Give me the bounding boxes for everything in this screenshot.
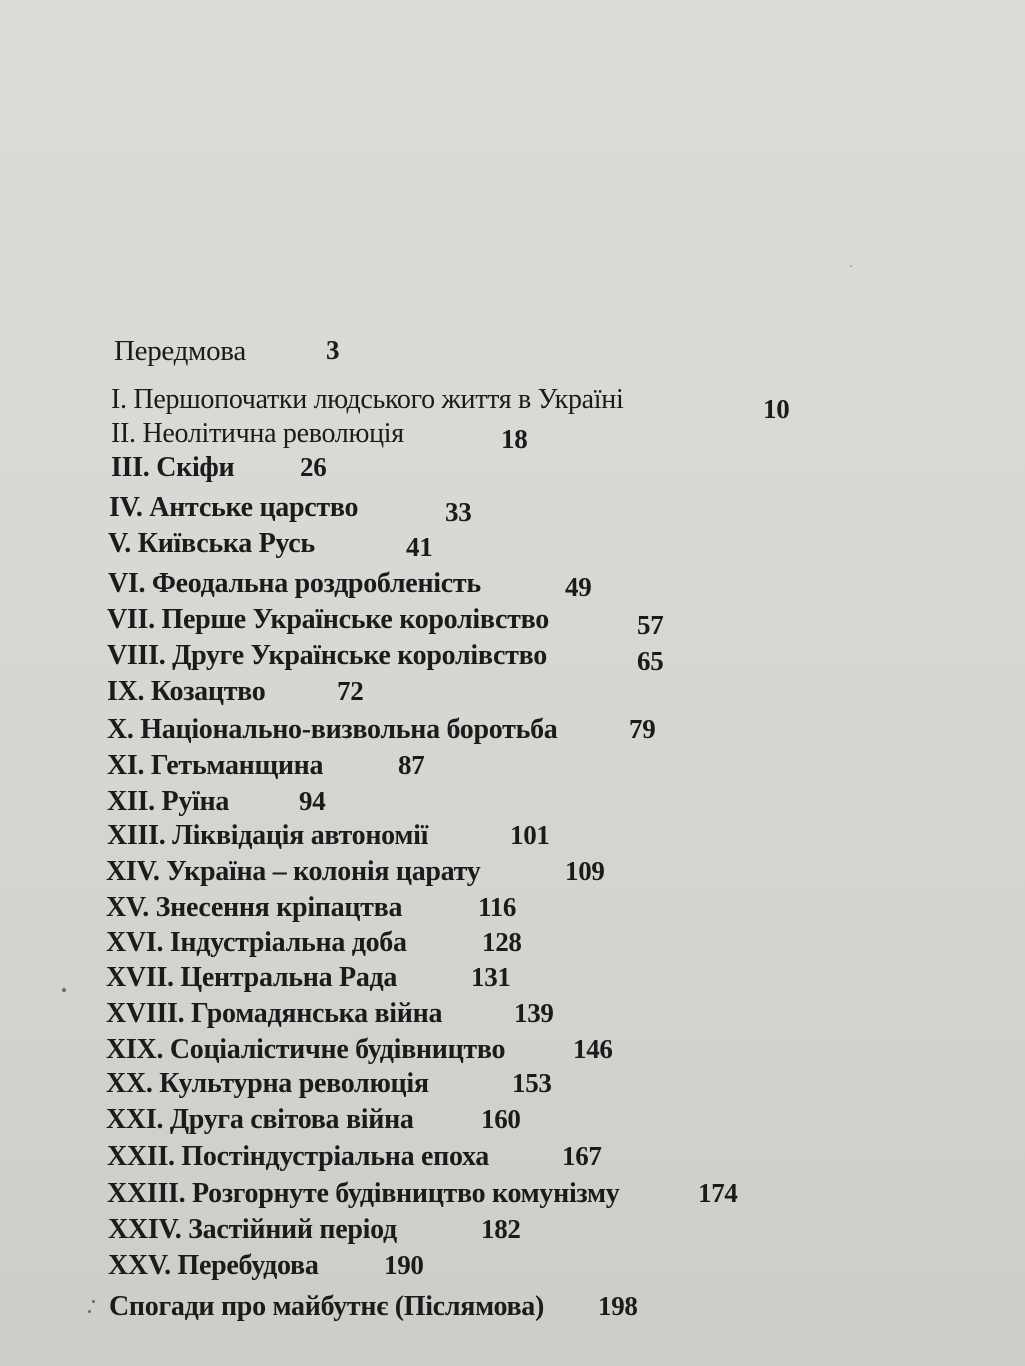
toc-entry-page: 79 <box>629 714 656 744</box>
toc-entry-title: XVIII. Громадянська війна <box>106 998 443 1029</box>
toc-entry <box>106 1034 613 1065</box>
toc-entry <box>106 1068 552 1099</box>
toc-entry-page: 72 <box>337 676 364 706</box>
toc-entry <box>111 418 528 454</box>
toc-entry-page: 101 <box>510 820 550 850</box>
toc-entry <box>107 640 664 676</box>
toc-entry-page: 26 <box>300 452 327 482</box>
toc-entry-page: 182 <box>481 1214 521 1244</box>
toc-entry-title: IX. Козацтво <box>107 676 266 707</box>
toc-entry <box>106 962 511 993</box>
toc-entry <box>111 384 790 424</box>
toc-entry-title: Передмова <box>114 335 246 367</box>
toc-entry-page: 131 <box>471 962 511 992</box>
toc-entry <box>107 1141 602 1172</box>
toc-entry-title: VII. Перше Українське королівство <box>107 604 549 635</box>
paper-speck <box>850 265 852 267</box>
paper-speck <box>88 1310 91 1313</box>
toc-entry-title: XV. Знесення кріпацтва <box>106 892 403 923</box>
toc-entry <box>114 335 340 367</box>
toc-entry <box>109 1291 638 1322</box>
toc-entry <box>108 568 592 602</box>
toc-entry-page: 33 <box>445 497 472 527</box>
toc-entry <box>107 750 425 781</box>
toc-entry-page: 160 <box>481 1104 521 1134</box>
toc-entry-title: XX. Культурна революція <box>106 1068 429 1099</box>
toc-entry-page: 116 <box>478 892 517 922</box>
toc-entry <box>108 528 433 562</box>
paper-speck <box>62 988 66 992</box>
toc-entry <box>106 1104 521 1135</box>
toc-entry-page: 146 <box>573 1034 613 1064</box>
toc-entry <box>107 786 326 817</box>
toc-entry-page: 198 <box>598 1291 638 1321</box>
toc-entry <box>108 1250 424 1281</box>
toc-entry-page: 109 <box>565 856 605 886</box>
toc-entry <box>106 892 517 923</box>
toc-entry-page: 41 <box>406 532 433 562</box>
toc-entry-page: 49 <box>565 572 592 602</box>
paper-speck <box>92 1300 95 1303</box>
toc-entry-title: XIX. Соціалістичне будівництво <box>106 1034 506 1065</box>
toc-entry <box>107 820 550 851</box>
toc-entry-title: XXII. Постіндустріальна епоха <box>107 1141 489 1172</box>
toc-entry-page: 190 <box>384 1250 424 1280</box>
toc-entry-title: X. Національно-визвольна боротьба <box>107 714 558 745</box>
toc-entry-page: 167 <box>562 1141 602 1171</box>
toc-entry-title: XIV. Україна – колонія царату <box>106 856 481 887</box>
toc-entry <box>106 927 522 958</box>
toc-entry-page: 10 <box>763 394 790 424</box>
toc-entry-title: XXV. Перебудова <box>108 1250 319 1281</box>
toc-entry-title: V. Київська Русь <box>108 528 315 559</box>
toc-entry-page: 57 <box>637 610 664 640</box>
toc-entry-title: XXIV. Застійний період <box>108 1214 397 1245</box>
toc-entry <box>107 714 656 745</box>
toc-entry <box>107 604 664 640</box>
toc-entry-page: 174 <box>698 1178 738 1208</box>
toc-entry-title: XII. Руїна <box>107 786 230 817</box>
toc-entry <box>106 998 554 1029</box>
toc-entry-title: XVI. Індустріальна доба <box>106 927 407 958</box>
toc-entry-page: 18 <box>501 424 528 454</box>
toc-entry-title: VIII. Друге Українське королівство <box>107 640 547 671</box>
toc-entry-page: 87 <box>398 750 425 780</box>
toc-entry <box>111 452 327 483</box>
toc-entry-title: XXIII. Розгорнуте будівництво комунізму <box>107 1178 620 1209</box>
toc-entry-page: 94 <box>299 786 326 816</box>
toc-entry-page: 153 <box>512 1068 552 1098</box>
toc-entry-page: 139 <box>514 998 554 1028</box>
toc-entry-page: 128 <box>482 927 522 957</box>
toc-entry-title: III. Скіфи <box>111 452 235 483</box>
toc-entry <box>107 676 364 707</box>
toc-entry-page: 65 <box>637 646 664 676</box>
toc-entry-title: IV. Антське царство <box>109 492 359 523</box>
toc-entry-title: XVII. Центральна Рада <box>106 962 398 993</box>
toc-entry-title: XI. Гетьманщина <box>107 750 324 781</box>
toc-entry-title: II. Неолітична революція <box>111 418 404 449</box>
toc-entry-title: VI. Феодальна роздробленість <box>108 568 481 599</box>
toc-entry-title: Спогади про майбутнє (Післямова) <box>109 1291 545 1322</box>
toc-entry <box>106 856 605 887</box>
toc-entry-page: 3 <box>326 335 340 365</box>
toc-entry-title: XIII. Ліквідація автономії <box>107 820 429 851</box>
toc-entry-title: XXI. Друга світова війна <box>106 1104 414 1135</box>
toc-entry <box>108 1214 521 1245</box>
toc-entry <box>107 1178 738 1209</box>
toc-entry-title: I. Першопочатки людського життя в Україні <box>111 384 624 415</box>
toc-entry <box>109 492 472 527</box>
